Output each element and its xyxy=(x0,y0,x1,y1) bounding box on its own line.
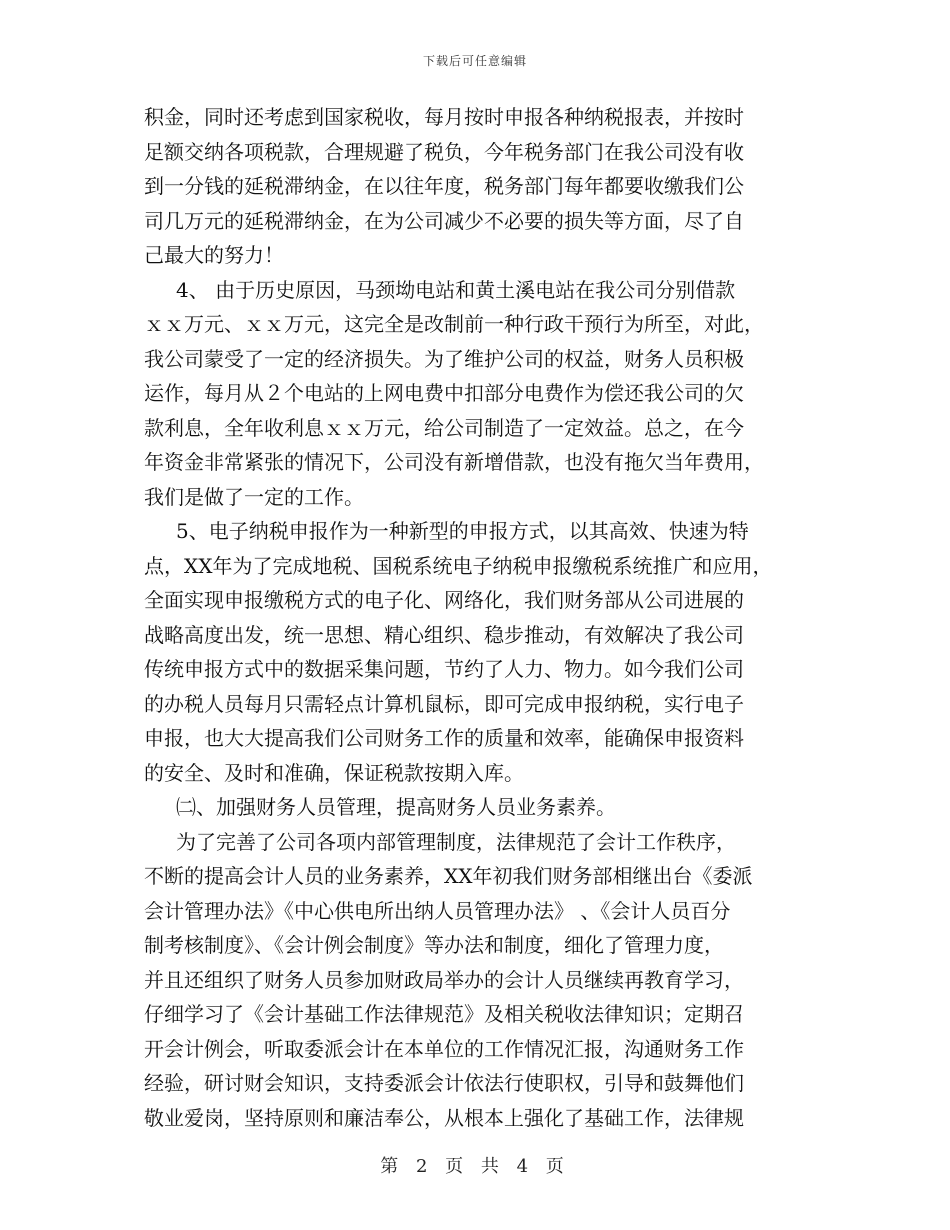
text-line: 制考核制度》、《会计例会制度》等办法和制度，细化了管理力度， xyxy=(144,933,724,957)
section-heading: ㈡、加强财务人员管理，提高财务人员业务素养。 xyxy=(176,795,616,819)
text-line: 仔细学习了《会计基础工作法律规范》及相关税收法律知识；定期召 xyxy=(144,1002,744,1026)
text-line: 为了完善了公司各项内部管理制度，法律规范了会计工作秩序， xyxy=(176,829,736,854)
text-line: 传统申报方式中的数据采集问题，节约了人力、物力。如今我们公司 xyxy=(144,657,744,681)
text-line: 战略高度出发，统一思想、精心组织、稳步推动，有效解决了我公司 xyxy=(144,622,744,647)
text-line: 司几万元的延税滞纳金，在为公司减少不必要的损失等方面，尽了自 xyxy=(144,208,744,233)
text-line: 4、 由于历史原因，马颈坳电站和黄土溪电站在我公司分别借款 xyxy=(176,277,736,302)
body-text xyxy=(144,100,810,1135)
text-line: 会计管理办法》《中心供电所出纳人员管理办法》 、《会计人员百分 xyxy=(144,898,731,923)
text-line: 到一分钱的延税滞纳金，在以往年度，税务部门每年都要收缴我们公 xyxy=(144,174,744,198)
page-header: 下载后可任意编辑 xyxy=(422,54,527,68)
text-line: ｘｘ万元、ｘｘ万元，这完全是改制前一种行政干预行为所至，对此， xyxy=(144,312,764,336)
text-line: 积金，同时还考虑到国家税收，每月按时申报各种纳税报表，并按时 xyxy=(144,105,744,129)
text-line: 款利息，全年收利息ｘｘ万元，给公司制造了一定效益。总之，在今 xyxy=(144,415,744,440)
text-line: 经验，研讨财会知识，支持委派会计依法行使职权，引导和鼓舞他们 xyxy=(144,1071,744,1095)
text-line: 运作，每月从２个电站的上网电费中扣部分电费作为偿还我公司的欠 xyxy=(144,381,744,405)
text-line: 点，XX年为了完成地税、国税系统电子纳税申报缴税系统推广和应用， xyxy=(144,553,773,578)
text-line: 全面实现申报缴税方式的电子化、网络化，我们财务部从公司进展的 xyxy=(144,588,744,612)
text-line: 申报，也大大提高我们公司财务工作的质量和效率，能确保申报资料 xyxy=(144,726,744,750)
text-line: 敬业爱岗，坚持原则和廉洁奉公，从根本上强化了基础工作，法律规 xyxy=(144,1105,744,1130)
text-line: 的安全、及时和准确，保证税款按期入库。 xyxy=(144,760,524,785)
text-line: 己最大的努力！ xyxy=(144,243,284,267)
text-line: 足额交纳各项税款，合理规避了税负，今年税务部门在我公司没有收 xyxy=(144,139,744,164)
text-line: 年资金非常紧张的情况下，公司没有新增借款，也没有拖欠当年费用， xyxy=(144,450,764,474)
page-footer: 第 2 页 共 4 页 xyxy=(380,1156,570,1177)
text-line: 并且还组织了财务人员参加财政局举办的会计人员继续再教育学习， xyxy=(144,967,744,992)
text-line: 5、电子纳税申报作为一种新型的申报方式，以其高效、快速为特 xyxy=(176,519,749,543)
text-line: 我们是做了一定的工作。 xyxy=(144,484,364,509)
text-line: 开会计例会，听取委派会计在本单位的工作情况汇报，沟通财务工作 xyxy=(144,1036,744,1061)
text-line: 我公司蒙受了一定的经济损失。为了维护公司的权益，财务人员积极 xyxy=(144,346,744,371)
text-line: 的办税人员每月只需轻点计算机鼠标，即可完成申报纳税，实行电子 xyxy=(144,691,744,716)
text-line: 不断的提高会计人员的业务素养，XX年初我们财务部相继出台《委派 xyxy=(144,864,753,888)
